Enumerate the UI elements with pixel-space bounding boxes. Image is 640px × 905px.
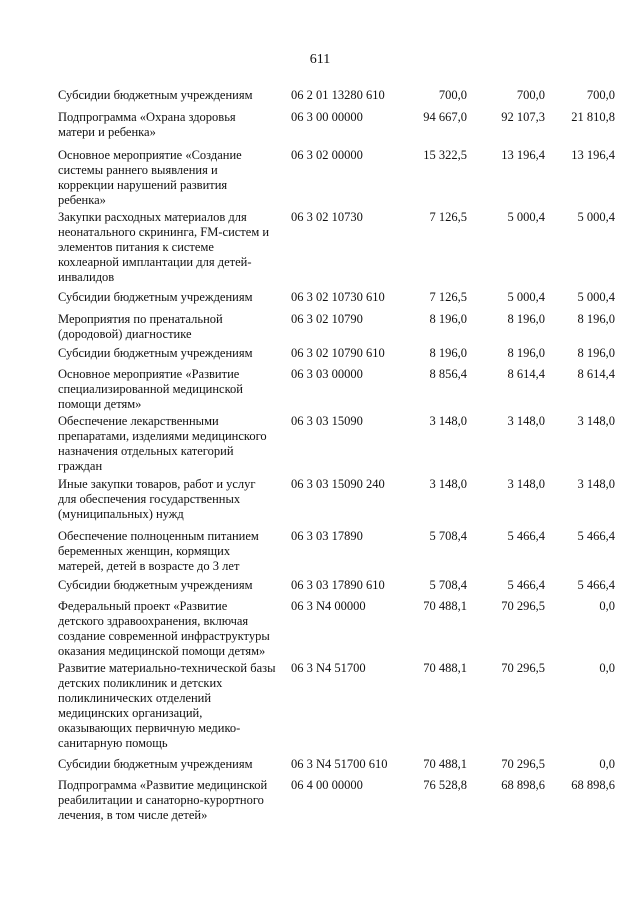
row-amount-1: 3 148,0 — [429, 477, 467, 491]
row-amount-3: 0,0 — [599, 757, 615, 771]
row-amount-3: 8 196,0 — [577, 346, 615, 360]
row-amount-2: 92 107,3 — [501, 110, 545, 124]
row-amount-2: 70 296,5 — [501, 661, 545, 675]
row-amount-2: 70 296,5 — [501, 599, 545, 613]
row-code: 06 3 03 17890 610 — [291, 578, 385, 592]
row-amount-3: 5 000,4 — [577, 290, 615, 304]
row-amount-3: 3 148,0 — [577, 477, 615, 491]
row-amount-2: 8 196,0 — [507, 346, 545, 360]
row-amount-1: 15 322,5 — [423, 148, 467, 162]
row-code: 06 2 01 13280 610 — [291, 88, 385, 102]
row-amount-3: 5 000,4 — [577, 210, 615, 224]
row-amount-2: 5 466,4 — [507, 578, 545, 592]
row-amount-1: 3 148,0 — [429, 414, 467, 428]
row-amount-1: 7 126,5 — [429, 210, 467, 224]
row-code: 06 3 N4 00000 — [291, 599, 366, 613]
row-amount-1: 94 667,0 — [423, 110, 467, 124]
row-code: 06 3 02 10790 — [291, 312, 363, 326]
row-amount-3: 5 466,4 — [577, 578, 615, 592]
row-amount-1: 8 196,0 — [429, 346, 467, 360]
row-amount-2: 13 196,4 — [501, 148, 545, 162]
row-name: Закупки расходных материалов для неонатального скрининга, FM-систем и элементов питания к системе кохлеарной имплантации для детей- инвалидов — [58, 210, 270, 284]
row-amount-1: 8 856,4 — [429, 367, 467, 381]
row-amount-3: 8 614,4 — [577, 367, 615, 381]
row-code: 06 3 03 15090 240 — [291, 477, 385, 491]
row-amount-1: 5 708,4 — [429, 529, 467, 543]
row-amount-1: 70 488,1 — [423, 661, 467, 675]
row-code: 06 4 00 00000 — [291, 778, 363, 792]
row-name: Подпрограмма «Развитие медицинской реабилитации и санаторно-курортного лечения, в том числе детей» — [58, 778, 268, 822]
page-number: 611 — [309, 52, 331, 67]
row-amount-3: 5 466,4 — [577, 529, 615, 543]
row-amount-2: 8 196,0 — [507, 312, 545, 326]
row-amount-2: 5 466,4 — [507, 529, 545, 543]
row-name: Развитие материально-технической базы детских поликлиник и детских поликлинических отделений медицинских организаций, оказывающих первичную медико- санитарную помощь — [58, 661, 276, 750]
row-amount-3: 13 196,4 — [571, 148, 615, 162]
row-code: 06 3 N4 51700 610 — [291, 757, 388, 771]
row-name: Субсидии бюджетным учреждениям — [58, 757, 253, 771]
row-amount-3: 68 898,6 — [571, 778, 615, 792]
row-name: Основное мероприятие «Развитие специализированной медицинской помощи детям» — [58, 367, 243, 411]
row-amount-1: 5 708,4 — [429, 578, 467, 592]
row-amount-1: 76 528,8 — [423, 778, 467, 792]
row-name: Мероприятия по пренатальной (дородовой) диагностике — [58, 312, 223, 341]
row-code: 06 3 N4 51700 — [291, 661, 366, 675]
row-code: 06 3 02 10730 — [291, 210, 363, 224]
row-amount-2: 8 614,4 — [507, 367, 545, 381]
row-name: Обеспечение лекарственными препаратами, изделиями медицинского назначения отдельных категорий граждан — [58, 414, 267, 473]
row-name: Субсидии бюджетным учреждениям — [58, 290, 253, 304]
row-amount-3: 0,0 — [599, 661, 615, 675]
row-amount-1: 7 126,5 — [429, 290, 467, 304]
row-amount-2: 68 898,6 — [501, 778, 545, 792]
row-amount-2: 5 000,4 — [507, 210, 545, 224]
row-amount-2: 700,0 — [516, 88, 545, 102]
row-amount-2: 3 148,0 — [507, 477, 545, 491]
row-amount-1: 8 196,0 — [429, 312, 467, 326]
row-name: Основное мероприятие «Создание системы раннего выявления и коррекции нарушений развития ребенка» — [58, 148, 242, 207]
row-code: 06 3 03 15090 — [291, 414, 363, 428]
row-amount-2: 70 296,5 — [501, 757, 545, 771]
row-amount-3: 21 810,8 — [571, 110, 615, 124]
row-amount-1: 70 488,1 — [423, 757, 467, 771]
row-amount-2: 3 148,0 — [507, 414, 545, 428]
row-amount-1: 700,0 — [438, 88, 467, 102]
row-code: 06 3 03 00000 — [291, 367, 363, 381]
row-name: Обеспечение полноценным питанием беременных женщин, кормящих матерей, детей в возрасте до 3 лет — [58, 529, 259, 573]
row-name: Федеральный проект «Развитие детского здравоохранения, включая создание современной инфраструктуры оказания медицинской помощи детям» — [58, 599, 270, 658]
row-name: Субсидии бюджетным учреждениям — [58, 578, 253, 592]
row-code: 06 3 03 17890 — [291, 529, 363, 543]
row-code: 06 3 02 00000 — [291, 148, 363, 162]
row-name: Подпрограмма «Охрана здоровья матери и ребенка» — [58, 110, 236, 139]
row-name: Субсидии бюджетным учреждениям — [58, 88, 253, 102]
row-name: Субсидии бюджетным учреждениям — [58, 346, 253, 360]
row-code: 06 3 00 00000 — [291, 110, 363, 124]
row-code: 06 3 02 10730 610 — [291, 290, 385, 304]
row-amount-3: 0,0 — [599, 599, 615, 613]
row-amount-3: 3 148,0 — [577, 414, 615, 428]
row-amount-1: 70 488,1 — [423, 599, 467, 613]
row-code: 06 3 02 10790 610 — [291, 346, 385, 360]
row-name: Иные закупки товаров, работ и услуг для обеспечения государственных (муниципальных) нужд — [58, 477, 256, 521]
row-amount-3: 8 196,0 — [577, 312, 615, 326]
row-amount-3: 700,0 — [586, 88, 615, 102]
row-amount-2: 5 000,4 — [507, 290, 545, 304]
